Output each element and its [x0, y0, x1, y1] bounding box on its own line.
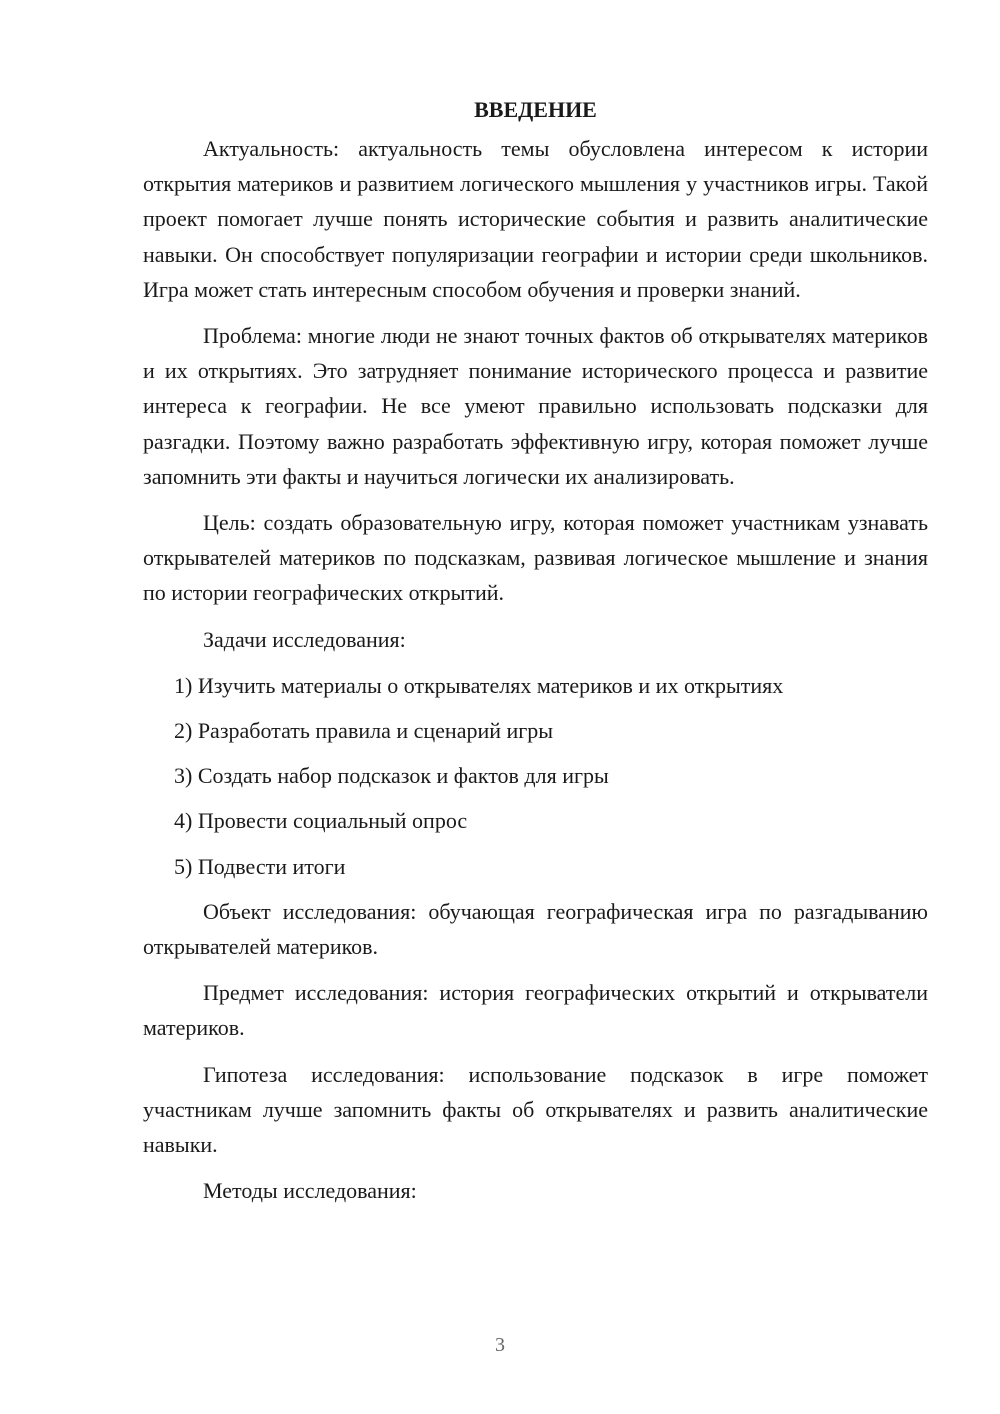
list-item: 3) Создать набор подсказок и фактов для игры [174, 763, 609, 789]
relevance-paragraph: Актуальность: актуальность темы обусловлена интересом к истории открытия материков и развитием логического мышления у участников игры. Такой проект помогает лучше понять исторические события и развить аналитические навыки. Он способствует популяризации географии и истории среди школьников. Игра может стать интересным способом обучения и проверки знаний. [143, 136, 928, 302]
goal-paragraph: Цель: создать образовательную игру, которая поможет участникам узнавать открывателей материков по подсказкам, развивая логическое мышление и знания по истории географических открытий. [143, 510, 928, 606]
tasks-heading: Задачи исследования: [203, 626, 406, 652]
problem-paragraph: Проблема: многие люди не знают точных фактов об открывателях материков и их открытиях. Это затрудняет понимание исторического процесса и развитие интереса к географии. Не все умеют правильно использовать подсказки для разгадки. Поэтому важно разработать эффективную игру, которая поможет лучше запомнить эти факты и научиться логически их анализировать. [143, 323, 928, 489]
list-item: 5) Подвести итоги [174, 853, 346, 879]
subject-paragraph: Предмет исследования: история географических открытий и открыватели материков. [143, 980, 928, 1041]
page-number: 3 [495, 1334, 505, 1356]
hypothesis-paragraph: Гипотеза исследования: использование подсказок в игре поможет участникам лучше запомнить факты об открывателях и развить аналитические навыки. [143, 1061, 928, 1158]
list-item: 4) Провести социальный опрос [174, 808, 468, 834]
document-page [143, 92, 928, 1219]
list-item: 2) Разработать правила и сценарий игры [174, 718, 554, 744]
tasks-list [143, 668, 928, 884]
list-item: 1) Изучить материалы о открывателях материков и их открытиях [174, 672, 784, 698]
methods-heading: Методы исследования: [203, 1178, 417, 1204]
object-paragraph: Объект исследования: обучающая географическая игра по разгадыванию открывателей материков. [143, 898, 928, 960]
section-title: ВВЕДЕНИЕ [474, 97, 597, 122]
